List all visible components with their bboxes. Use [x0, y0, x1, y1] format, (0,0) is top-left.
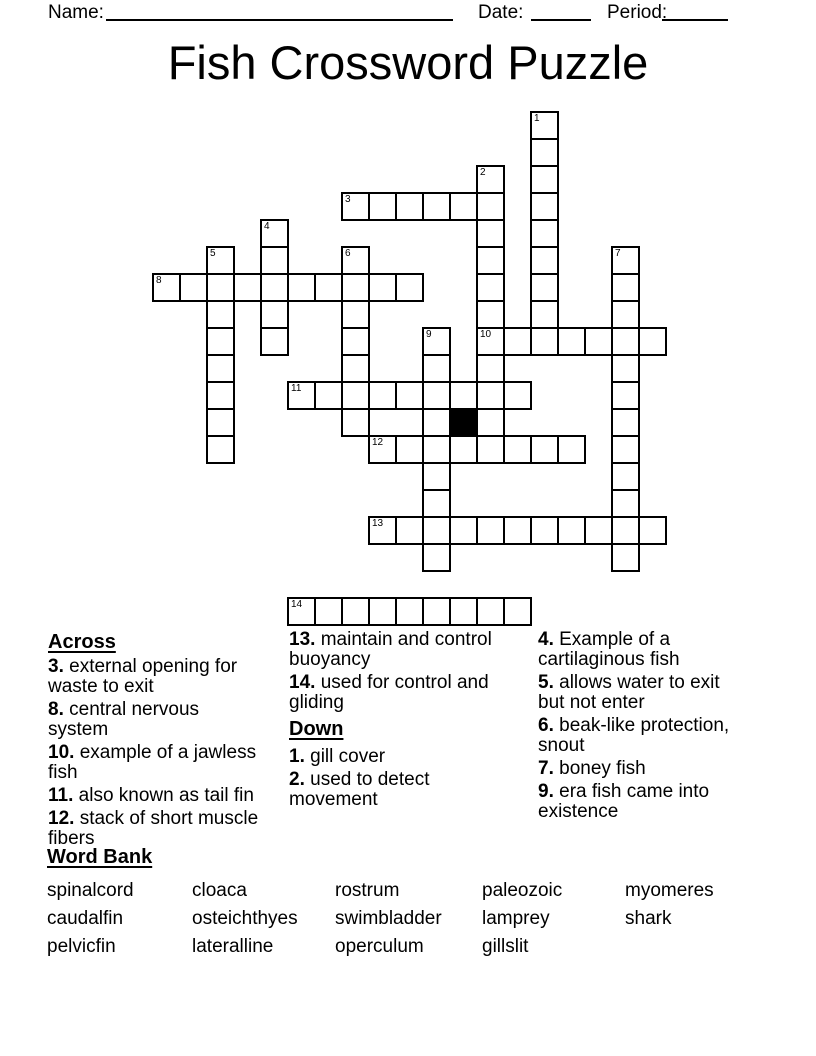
grid-cell[interactable]	[368, 273, 397, 302]
grid-cell[interactable]	[368, 435, 397, 464]
grid-cell[interactable]	[206, 273, 235, 302]
clue-item: 14. used for control and gliding	[289, 672, 489, 713]
grid-cell[interactable]	[530, 192, 559, 221]
grid-cell[interactable]	[530, 300, 559, 329]
grid-cell[interactable]	[611, 408, 640, 437]
grid-cell[interactable]	[449, 516, 478, 545]
grid-cell[interactable]	[557, 516, 586, 545]
clues-column-1	[48, 630, 263, 852]
grid-cell[interactable]	[422, 597, 451, 626]
grid-cell[interactable]	[503, 327, 532, 356]
grid-cell[interactable]	[422, 435, 451, 464]
grid-cell[interactable]	[341, 381, 370, 410]
grid-cell[interactable]	[611, 462, 640, 491]
word-bank-word: myomeres	[625, 880, 714, 901]
grid-cell[interactable]	[260, 219, 289, 248]
clue-number: 9.	[538, 781, 554, 802]
grid-cell[interactable]	[314, 381, 343, 410]
clue-item: 6. beak-like protection, snout	[538, 715, 730, 756]
grid-cell[interactable]	[530, 327, 559, 356]
cell-number: 10	[480, 329, 492, 340]
clues-heading-down	[289, 717, 509, 741]
word-bank-word: spinalcord	[47, 880, 134, 901]
grid-cell[interactable]	[287, 381, 316, 410]
grid-cell[interactable]	[260, 273, 289, 302]
word-bank-word: rostrum	[335, 880, 400, 901]
clue-number: 1.	[289, 746, 305, 767]
clues-heading-across	[48, 630, 263, 654]
grid-cell[interactable]	[395, 435, 424, 464]
grid-cell[interactable]	[368, 192, 397, 221]
black-cell	[449, 408, 478, 437]
grid-cell[interactable]	[206, 354, 235, 383]
grid-cell[interactable]	[422, 192, 451, 221]
clues-column-2	[289, 630, 509, 813]
clue-number: 12.	[48, 808, 75, 829]
word-bank-word: cloaca	[192, 880, 247, 901]
grid-cell[interactable]	[206, 327, 235, 356]
cell-number: 7	[615, 248, 621, 259]
name-blank-line[interactable]	[106, 2, 453, 21]
grid-cell[interactable]	[368, 381, 397, 410]
grid-cell[interactable]	[206, 408, 235, 437]
grid-cell[interactable]	[341, 408, 370, 437]
grid-cell[interactable]	[422, 516, 451, 545]
clue-number: 11.	[48, 785, 74, 806]
clue-item: 2. used to detect movement	[289, 769, 430, 810]
grid-cell[interactable]	[503, 516, 532, 545]
cell-number: 6	[345, 248, 351, 259]
grid-cell[interactable]	[476, 354, 505, 383]
word-bank-word: caudalfin	[47, 908, 124, 929]
grid-cell[interactable]	[395, 273, 424, 302]
grid-cell[interactable]	[422, 462, 451, 491]
word-bank-heading: Word Bank	[47, 846, 153, 868]
grid-cell[interactable]	[503, 381, 532, 410]
clue-number: 2.	[289, 769, 305, 790]
date-label: Date:	[478, 2, 524, 23]
name-label: Name:	[48, 2, 104, 23]
grid-cell[interactable]	[611, 381, 640, 410]
grid-cell[interactable]	[557, 435, 586, 464]
word-bank-row	[47, 877, 787, 905]
grid-cell[interactable]	[206, 381, 235, 410]
grid-cell[interactable]	[260, 246, 289, 275]
word-bank	[47, 845, 787, 961]
period-blank-line[interactable]	[662, 2, 728, 21]
grid-cell[interactable]	[530, 246, 559, 275]
grid-cell[interactable]	[611, 489, 640, 518]
grid-cell[interactable]	[476, 381, 505, 410]
cell-number: 3	[345, 194, 351, 205]
grid-cell[interactable]	[449, 435, 478, 464]
grid-cell[interactable]	[422, 408, 451, 437]
grid-cell[interactable]	[476, 192, 505, 221]
grid-cell[interactable]	[341, 192, 370, 221]
word-bank-word: lateralline	[192, 936, 274, 957]
word-bank-word: shark	[625, 908, 672, 929]
grid-cell[interactable]	[314, 273, 343, 302]
grid-cell[interactable]	[260, 327, 289, 356]
grid-cell[interactable]	[341, 273, 370, 302]
word-bank-row	[47, 905, 787, 933]
clue-number: 10.	[48, 742, 75, 763]
grid-cell[interactable]	[611, 516, 640, 545]
clues-heading-label: Down	[289, 718, 344, 740]
clue-number: 3.	[48, 656, 64, 677]
clue-item: 5. allows water to exit but not enter	[538, 672, 720, 713]
cell-number: 1	[534, 113, 540, 124]
grid-cell[interactable]	[206, 246, 235, 275]
period-label: Period:	[607, 2, 668, 23]
clue-number: 13.	[289, 629, 316, 650]
cell-number: 9	[426, 329, 432, 340]
clues-heading-label: Across	[48, 631, 116, 653]
grid-cell[interactable]	[233, 273, 262, 302]
clue-item: 3. external opening for waste to exit	[48, 656, 238, 697]
grid-cell[interactable]	[530, 219, 559, 248]
grid-cell[interactable]	[476, 219, 505, 248]
page-title: Fish Crossword Puzzle	[167, 36, 649, 89]
grid-cell[interactable]	[260, 300, 289, 329]
clue-number: 14.	[289, 672, 316, 693]
word-bank-word: swimbladder	[335, 908, 442, 929]
clue-item: 9. era fish came into existence	[538, 781, 710, 822]
clue-item: 10. example of a jawless fish	[48, 742, 257, 783]
grid-cell[interactable]	[638, 327, 667, 356]
grid-cell[interactable]	[314, 597, 343, 626]
grid-cell[interactable]	[179, 273, 208, 302]
grid-cell[interactable]	[422, 354, 451, 383]
grid-cell[interactable]	[476, 408, 505, 437]
word-bank-word: pelvicfin	[47, 936, 116, 957]
word-bank-word: lamprey	[482, 908, 550, 929]
grid-cell[interactable]	[395, 381, 424, 410]
grid-cell[interactable]	[530, 435, 559, 464]
grid-cell[interactable]	[530, 516, 559, 545]
grid-cell[interactable]	[476, 273, 505, 302]
grid-cell[interactable]	[476, 300, 505, 329]
grid-cell[interactable]	[152, 273, 181, 302]
grid-cell[interactable]	[611, 246, 640, 275]
word-bank-row	[47, 933, 787, 961]
grid-cell[interactable]	[395, 516, 424, 545]
grid-cell[interactable]	[476, 597, 505, 626]
grid-cell[interactable]	[476, 246, 505, 275]
grid-cell[interactable]	[530, 138, 559, 167]
cell-number: 2	[480, 167, 486, 178]
grid-cell[interactable]	[476, 165, 505, 194]
grid-cell[interactable]	[611, 435, 640, 464]
grid-cell[interactable]	[287, 597, 316, 626]
clue-item: 12. stack of short muscle fibers	[48, 808, 259, 849]
grid-cell[interactable]	[584, 327, 613, 356]
grid-cell[interactable]	[368, 597, 397, 626]
word-bank-words	[47, 877, 787, 961]
grid-cell[interactable]	[341, 300, 370, 329]
grid-cell[interactable]	[503, 435, 532, 464]
grid-cell[interactable]	[530, 273, 559, 302]
cell-number: 11	[291, 383, 302, 394]
grid-cell[interactable]	[584, 516, 613, 545]
grid-cell[interactable]	[449, 597, 478, 626]
grid-cell[interactable]	[638, 516, 667, 545]
grid-cell[interactable]	[395, 192, 424, 221]
clue-number: 6.	[538, 715, 554, 736]
clue-item: 13. maintain and control buoyancy	[289, 629, 492, 670]
grid-cell[interactable]	[530, 111, 559, 140]
cell-number: 12	[372, 437, 384, 448]
grid-cell[interactable]	[422, 381, 451, 410]
clue-item: 8. central nervous system	[48, 699, 200, 740]
cell-number: 14	[291, 599, 303, 610]
grid-cell[interactable]	[449, 381, 478, 410]
grid-cell[interactable]	[341, 246, 370, 275]
grid-cell[interactable]	[611, 543, 640, 572]
grid-cell[interactable]	[368, 516, 397, 545]
grid-cell[interactable]	[611, 327, 640, 356]
grid-cell[interactable]	[287, 273, 316, 302]
clue-number: 8.	[48, 699, 64, 720]
clue-number: 5.	[538, 672, 554, 693]
clues-column-3	[538, 630, 748, 825]
clue-number: 4.	[538, 629, 554, 650]
word-bank-word: paleozoic	[482, 880, 563, 901]
grid-cell[interactable]	[206, 300, 235, 329]
clue-item: 4. Example of a cartilaginous fish	[538, 629, 680, 670]
grid-cell[interactable]	[611, 273, 640, 302]
grid-cell[interactable]	[557, 327, 586, 356]
grid-cell[interactable]	[422, 327, 451, 356]
grid-cell[interactable]	[341, 354, 370, 383]
grid-cell[interactable]	[530, 165, 559, 194]
grid-cell[interactable]	[503, 597, 532, 626]
cell-number: 4	[264, 221, 270, 232]
grid-cell[interactable]	[611, 300, 640, 329]
grid-cell[interactable]	[476, 327, 505, 356]
clue-number: 7.	[538, 758, 554, 779]
grid-cell[interactable]	[341, 597, 370, 626]
grid-cell[interactable]	[341, 327, 370, 356]
grid-cell[interactable]	[611, 354, 640, 383]
word-bank-word: osteichthyes	[192, 908, 298, 929]
grid-cell[interactable]	[206, 435, 235, 464]
clue-item: 1. gill cover	[289, 746, 386, 767]
word-bank-word: operculum	[335, 936, 424, 957]
grid-cell[interactable]	[422, 489, 451, 518]
cell-number: 8	[156, 275, 162, 286]
grid-cell[interactable]	[476, 516, 505, 545]
grid-cell[interactable]	[395, 597, 424, 626]
grid-cell[interactable]	[422, 543, 451, 572]
clue-item: 7. boney fish	[538, 758, 646, 779]
cell-number: 5	[210, 248, 216, 259]
cell-number: 13	[372, 518, 384, 529]
date-blank-line[interactable]	[531, 2, 591, 21]
grid-cell[interactable]	[449, 192, 478, 221]
word-bank-word: gillslit	[482, 936, 529, 957]
clue-item: 11. also known as tail fin	[48, 785, 254, 806]
grid-cell[interactable]	[476, 435, 505, 464]
